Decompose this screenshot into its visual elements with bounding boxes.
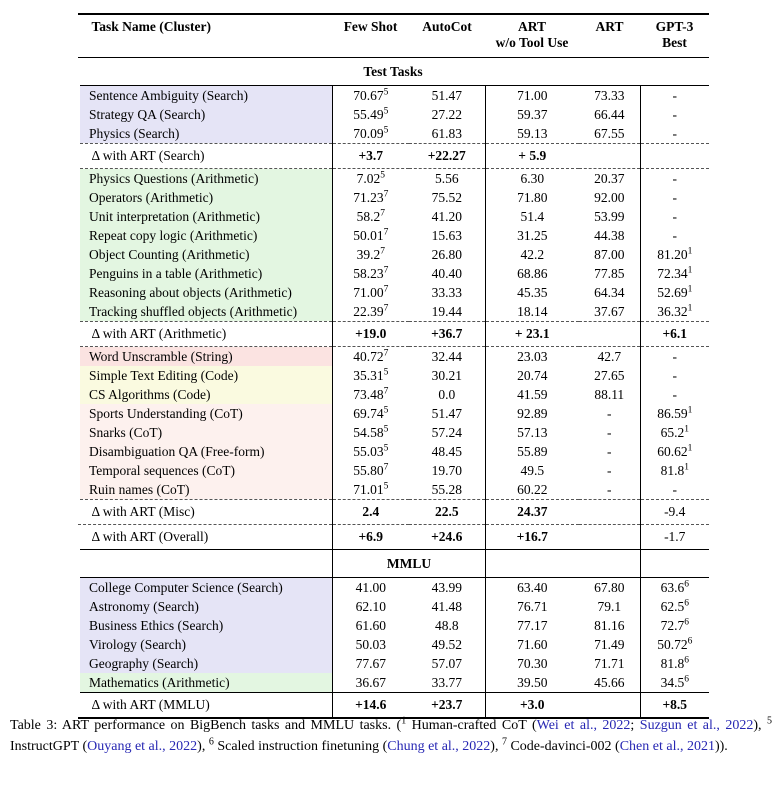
caption-text: Scaled instruction finetuning ( xyxy=(213,738,388,754)
footnote-marker: 1 xyxy=(684,462,689,473)
value-cell: 39.50 xyxy=(486,673,579,693)
delta-row xyxy=(78,144,709,169)
delta-label-cell: Δ with ART (Overall) xyxy=(91,529,209,544)
value-cell: 51.4 xyxy=(486,207,579,226)
value-cell: - xyxy=(641,226,709,245)
footnote-marker: 7 xyxy=(383,265,389,276)
value-cell: 86.59$^1$ xyxy=(641,404,709,423)
value-cell: 49.5 xyxy=(486,461,579,480)
value-cell: 50.72$^6$ xyxy=(641,635,709,654)
value-cell: 92.00 xyxy=(594,190,625,205)
caption-text: Code-davinci-002 ( xyxy=(506,738,620,754)
value-cell: 27.65 xyxy=(594,368,625,383)
task-name-cell: Physics Questions (Arithmetic) xyxy=(78,169,333,189)
footnote-marker: 1 xyxy=(401,715,407,727)
value-cell: 51.47 xyxy=(431,406,462,421)
value-cell: 48.8 xyxy=(434,618,459,633)
caption-text: InstructGPT ( xyxy=(10,738,88,754)
value-cell: 22.39$^7$ xyxy=(333,302,409,322)
table-header xyxy=(78,14,709,58)
task-name-cell: Reasoning about objects (Arithmetic) xyxy=(78,283,333,302)
value-cell: 20.37 xyxy=(594,171,625,186)
results-table-container xyxy=(75,13,709,719)
value-cell: 0.0 xyxy=(438,387,456,402)
value-cell: 15.63 xyxy=(431,228,462,243)
footnote-marker: 7 xyxy=(380,208,385,219)
value-cell: 72.7$^6$ xyxy=(641,616,709,635)
value-cell xyxy=(579,525,641,550)
citation-link[interactable]: Chen et al., 2021 xyxy=(619,738,715,754)
value-cell: +3.0 xyxy=(486,693,579,719)
footnote-marker: 7 xyxy=(383,386,389,397)
table-row xyxy=(78,226,709,245)
citation-link[interactable]: Chung et al., 2022 xyxy=(387,738,491,754)
value-cell: 87.00 xyxy=(594,247,625,262)
value-cell: - xyxy=(641,124,709,144)
empty-cell xyxy=(641,550,709,578)
value-cell: 36.67 xyxy=(333,673,409,693)
task-name-cell: Sports Understanding (CoT) xyxy=(78,404,333,423)
value-cell: 2.4 xyxy=(333,500,409,525)
table-row xyxy=(78,578,709,598)
value-cell: - xyxy=(641,347,709,367)
footnote-marker: 1 xyxy=(687,303,693,314)
value-cell: - xyxy=(641,169,709,189)
task-name-cell: Disambiguation QA (Free-form) xyxy=(78,442,333,461)
footnote-marker: 6 xyxy=(684,579,689,590)
value-cell: 52.69$^1$ xyxy=(641,283,709,302)
column-header: GPT-3 Best xyxy=(655,19,694,50)
value-cell xyxy=(641,144,709,169)
value-cell: 40.72$^7$ xyxy=(333,347,409,367)
table-row xyxy=(78,404,709,423)
column-header: ART w/o Tool Use xyxy=(495,19,569,50)
value-cell: 49.52 xyxy=(431,637,462,652)
task-name-cell: Unit interpretation (Arithmetic) xyxy=(78,207,333,226)
value-cell: 92.89 xyxy=(486,404,579,423)
value-cell: +6.9 xyxy=(333,525,409,550)
value-cell: 53.99 xyxy=(594,209,625,224)
footnote-marker: 5 xyxy=(383,424,389,435)
column-header: AutoCot xyxy=(422,19,472,34)
value-cell: 68.86 xyxy=(486,264,579,283)
table-row xyxy=(78,302,709,322)
section-header-row xyxy=(78,58,709,86)
task-name-cell: Repeat copy logic (Arithmetic) xyxy=(78,226,333,245)
value-cell: +22.27 xyxy=(427,148,466,163)
table-row xyxy=(78,442,709,461)
delta-row xyxy=(78,500,709,525)
value-cell: 55.89 xyxy=(486,442,579,461)
task-name-cell: Geography (Search) xyxy=(78,654,333,673)
table-row xyxy=(78,480,709,500)
citation-link[interactable]: Ouyang et al., 2022 xyxy=(87,738,198,754)
value-cell: 81.8$^6$ xyxy=(641,654,709,673)
value-cell: 71.60 xyxy=(486,635,579,654)
table-row xyxy=(78,245,709,264)
task-name-cell: Ruin names (CoT) xyxy=(78,480,333,500)
value-cell: 27.22 xyxy=(431,107,462,122)
value-cell: - xyxy=(607,463,612,478)
table-row xyxy=(78,283,709,302)
value-cell: 39.2$^7$ xyxy=(333,245,409,264)
footnote-marker: 1 xyxy=(684,424,689,435)
value-cell: 58.23$^7$ xyxy=(333,264,409,283)
value-cell: 59.13 xyxy=(486,124,579,144)
value-cell: 23.03 xyxy=(486,347,579,367)
footnote-marker: 7 xyxy=(383,303,389,314)
footnote-marker: 6 xyxy=(684,674,689,685)
value-cell: - xyxy=(641,480,709,500)
value-cell: -9.4 xyxy=(641,500,709,525)
delta-label-cell: Δ with ART (Arithmetic) xyxy=(91,326,227,341)
value-cell: 61.83 xyxy=(431,126,462,141)
value-cell: 40.40 xyxy=(431,266,462,281)
caption-text: ), xyxy=(753,718,767,733)
value-cell: 36.32$^1$ xyxy=(641,302,709,322)
value-cell: 5.56 xyxy=(434,171,459,186)
footnote-marker: 6 xyxy=(684,598,689,609)
caption-text: Human-crafted CoT ( xyxy=(406,718,537,733)
value-cell: 71.49 xyxy=(594,637,625,652)
value-cell: 75.52 xyxy=(431,190,462,205)
value-cell: 48.45 xyxy=(431,444,462,459)
value-cell: 55.80$^7$ xyxy=(333,461,409,480)
table-row xyxy=(78,188,709,207)
table-row xyxy=(78,385,709,404)
caption-text: Table 3: ART performance on BigBench tasks and MMLU tasks. ( xyxy=(10,718,402,733)
value-cell: - xyxy=(641,366,709,385)
citation-link[interactable]: Wei et al., 2022 xyxy=(536,718,631,733)
delta-label-cell: Δ with ART (Misc) xyxy=(91,504,195,519)
footnote-marker: 5 xyxy=(383,367,389,378)
value-cell: 81.16 xyxy=(594,618,625,633)
caption-text: ; xyxy=(630,718,640,733)
value-cell: 33.77 xyxy=(431,675,462,690)
task-name-cell: Operators (Arithmetic) xyxy=(78,188,333,207)
footnote-marker: 1 xyxy=(687,443,693,454)
table-caption xyxy=(10,716,772,757)
value-cell: 51.47 xyxy=(431,88,462,103)
footnote-marker: 7 xyxy=(380,246,385,257)
task-name-cell: Physics (Search) xyxy=(78,124,333,144)
value-cell: +19.0 xyxy=(333,322,409,347)
value-cell: - xyxy=(607,444,612,459)
value-cell: 65.2$^1$ xyxy=(641,423,709,442)
value-cell: 18.14 xyxy=(486,302,579,322)
value-cell: 19.70 xyxy=(431,463,462,478)
value-cell: 41.00 xyxy=(333,578,409,598)
value-cell: 77.67 xyxy=(333,654,409,673)
footnote-marker: 7 xyxy=(383,227,389,238)
value-cell: 79.1 xyxy=(597,599,622,614)
value-cell: 81.20$^1$ xyxy=(641,245,709,264)
footnote-marker: 7 xyxy=(383,284,389,295)
value-cell: 76.71 xyxy=(486,597,579,616)
value-cell: 70.09$^5$ xyxy=(333,124,409,144)
task-name-cell: CS Algorithms (Code) xyxy=(78,385,333,404)
value-cell: 50.01$^7$ xyxy=(333,226,409,245)
value-cell: 60.22 xyxy=(486,480,579,500)
footnote-marker: 5 xyxy=(383,443,389,454)
value-cell: 24.37 xyxy=(486,500,579,525)
task-name-cell: Virology (Search) xyxy=(78,635,333,654)
value-cell: 41.20 xyxy=(431,209,462,224)
task-name-cell: Business Ethics (Search) xyxy=(78,616,333,635)
footnote-marker: 6 xyxy=(684,655,689,666)
value-cell: - xyxy=(641,105,709,124)
task-name-cell: Strategy QA (Search) xyxy=(78,105,333,124)
value-cell: +23.7 xyxy=(431,697,463,712)
value-cell: - xyxy=(641,385,709,404)
task-name-cell: Snarks (CoT) xyxy=(78,423,333,442)
value-cell: +16.7 xyxy=(486,525,579,550)
value-cell: 55.03$^5$ xyxy=(333,442,409,461)
value-cell: + 5.9 xyxy=(486,144,579,169)
column-header: ART xyxy=(595,19,624,34)
task-name-cell: Astronomy (Search) xyxy=(78,597,333,616)
table-row xyxy=(78,86,709,106)
value-cell: - xyxy=(641,86,709,106)
delta-row xyxy=(78,322,709,347)
value-cell: + 23.1 xyxy=(486,322,579,347)
column-header: Task Name (Cluster) xyxy=(91,19,211,34)
value-cell: 33.33 xyxy=(431,285,462,300)
value-cell: 26.80 xyxy=(431,247,462,262)
table-header-row xyxy=(78,14,709,58)
value-cell: 64.34 xyxy=(594,285,625,300)
table-row xyxy=(78,366,709,385)
value-cell: 31.25 xyxy=(486,226,579,245)
footnote-marker: 7 xyxy=(383,462,389,473)
value-cell: 44.38 xyxy=(594,228,625,243)
footnote-marker: 5 xyxy=(383,106,389,117)
value-cell: 57.13 xyxy=(486,423,579,442)
value-cell: 6.30 xyxy=(486,169,579,189)
delta-row xyxy=(78,693,709,719)
section-header-label: Test Tasks xyxy=(363,64,423,79)
value-cell xyxy=(579,693,641,719)
table-body xyxy=(78,58,709,719)
footnote-marker: 5 xyxy=(383,481,389,492)
task-name-cell: Object Counting (Arithmetic) xyxy=(78,245,333,264)
value-cell: +8.5 xyxy=(641,693,709,719)
footnote-marker: 7 xyxy=(383,189,389,200)
table-row xyxy=(78,461,709,480)
value-cell: - xyxy=(641,207,709,226)
value-cell: 30.21 xyxy=(431,368,462,383)
footnote-marker: 7 xyxy=(501,735,507,747)
table-row xyxy=(78,169,709,189)
table-row xyxy=(78,347,709,367)
footnote-marker: 7 xyxy=(383,348,389,359)
value-cell: +36.7 xyxy=(431,326,463,341)
delta-row xyxy=(78,525,709,550)
value-cell: 71.00 xyxy=(486,86,579,106)
value-cell: +3.7 xyxy=(333,144,409,169)
value-cell: 50.03 xyxy=(333,635,409,654)
value-cell: +24.6 xyxy=(431,529,463,544)
value-cell: 71.80 xyxy=(486,188,579,207)
value-cell: 72.34$^1$ xyxy=(641,264,709,283)
value-cell: 35.31$^5$ xyxy=(333,366,409,385)
value-cell: 60.62$^1$ xyxy=(641,442,709,461)
value-cell: 58.2$^7$ xyxy=(333,207,409,226)
value-cell: 70.30 xyxy=(486,654,579,673)
task-name-cell: Tracking shuffled objects (Arithmetic) xyxy=(78,302,333,322)
value-cell: 70.67$^5$ xyxy=(333,86,409,106)
value-cell: 73.33 xyxy=(594,88,625,103)
task-name-cell: Temporal sequences (CoT) xyxy=(78,461,333,480)
table-row xyxy=(78,616,709,635)
value-cell: 45.66 xyxy=(594,675,625,690)
value-cell: 57.07 xyxy=(431,656,462,671)
task-name-cell: Sentence Ambiguity (Search) xyxy=(78,86,333,106)
value-cell: 42.2 xyxy=(486,245,579,264)
footnote-marker: 6 xyxy=(684,617,689,628)
section-header-label: MMLU xyxy=(333,550,486,578)
footnote-marker: 6 xyxy=(687,636,693,647)
results-table xyxy=(75,13,709,719)
value-cell: 81.8$^1$ xyxy=(641,461,709,480)
footnote-marker: 5 xyxy=(383,405,389,416)
table-row xyxy=(78,264,709,283)
value-cell: 71.00$^7$ xyxy=(333,283,409,302)
value-cell xyxy=(579,322,641,347)
value-cell: 43.99 xyxy=(431,580,462,595)
footnote-marker: 1 xyxy=(687,284,693,295)
value-cell: -1.7 xyxy=(641,525,709,550)
value-cell: 41.59 xyxy=(486,385,579,404)
value-cell: - xyxy=(607,425,612,440)
value-cell: +14.6 xyxy=(333,693,409,719)
table-row xyxy=(78,207,709,226)
value-cell xyxy=(579,144,641,169)
value-cell xyxy=(579,500,641,525)
value-cell: 62.5$^6$ xyxy=(641,597,709,616)
task-name-cell: Simple Text Editing (Code) xyxy=(78,366,333,385)
delta-label-cell: Δ with ART (Search) xyxy=(91,148,205,163)
value-cell: 45.35 xyxy=(486,283,579,302)
value-cell: 71.23$^7$ xyxy=(333,188,409,207)
value-cell: 63.6$^6$ xyxy=(641,578,709,598)
footnote-marker: 1 xyxy=(687,265,693,276)
value-cell: 61.60 xyxy=(333,616,409,635)
caption-text: ), xyxy=(197,738,209,754)
empty-cell xyxy=(78,550,333,578)
value-cell: 67.80 xyxy=(594,580,625,595)
value-cell: 41.48 xyxy=(431,599,462,614)
value-cell: 71.01$^5$ xyxy=(333,480,409,500)
table-row xyxy=(78,635,709,654)
value-cell: - xyxy=(641,188,709,207)
value-cell: 88.11 xyxy=(594,387,625,402)
value-cell: 7.02$^5$ xyxy=(333,169,409,189)
delta-label-cell: Δ with ART (MMLU) xyxy=(91,697,210,712)
task-name-cell: Word Unscramble (String) xyxy=(78,347,333,367)
section-header-row xyxy=(78,550,709,578)
value-cell: 32.44 xyxy=(431,349,462,364)
caption-text: ), xyxy=(490,738,502,754)
value-cell: 37.67 xyxy=(594,304,625,319)
footnote-marker: 6 xyxy=(208,735,214,747)
value-cell: 57.24 xyxy=(431,425,462,440)
value-cell: 71.71 xyxy=(594,656,625,671)
value-cell: 55.49$^5$ xyxy=(333,105,409,124)
table-row xyxy=(78,105,709,124)
value-cell: 19.44 xyxy=(431,304,462,319)
table-row xyxy=(78,673,709,693)
citation-link[interactable]: Suzgun et al., 2022 xyxy=(639,718,754,733)
value-cell: 63.40 xyxy=(486,578,579,598)
value-cell: 59.37 xyxy=(486,105,579,124)
value-cell: 66.44 xyxy=(594,107,625,122)
table-row xyxy=(78,423,709,442)
footnote-marker: 5 xyxy=(383,125,389,136)
footnote-marker: 5 xyxy=(767,715,772,727)
value-cell: 20.74 xyxy=(486,366,579,385)
task-name-cell: Penguins in a table (Arithmetic) xyxy=(78,264,333,283)
value-cell: 62.10 xyxy=(333,597,409,616)
table-row xyxy=(78,654,709,673)
value-cell: 77.17 xyxy=(486,616,579,635)
task-name-cell: College Computer Science (Search) xyxy=(78,578,333,598)
value-cell: 42.7 xyxy=(597,349,622,364)
value-cell: 34.5$^6$ xyxy=(641,673,709,693)
value-cell: 67.55 xyxy=(594,126,625,141)
table-row xyxy=(78,597,709,616)
caption-text: )). xyxy=(714,738,728,754)
footnote-marker: 5 xyxy=(380,170,385,181)
value-cell: +6.1 xyxy=(641,322,709,347)
footnote-marker: 5 xyxy=(383,87,389,98)
column-header: Few Shot xyxy=(343,19,398,34)
footnote-marker: 1 xyxy=(687,246,693,257)
value-cell: 54.58$^5$ xyxy=(333,423,409,442)
value-cell: - xyxy=(607,406,612,421)
value-cell: 55.28 xyxy=(431,482,462,497)
value-cell: 77.85 xyxy=(594,266,625,281)
task-name-cell: Mathematics (Arithmetic) xyxy=(78,673,333,693)
value-cell: 69.74$^5$ xyxy=(333,404,409,423)
empty-cell xyxy=(486,550,641,578)
table-row xyxy=(78,124,709,144)
footnote-marker: 1 xyxy=(687,405,693,416)
value-cell: 73.48$^7$ xyxy=(333,385,409,404)
value-cell: 22.5 xyxy=(434,504,459,519)
value-cell: - xyxy=(607,482,612,497)
